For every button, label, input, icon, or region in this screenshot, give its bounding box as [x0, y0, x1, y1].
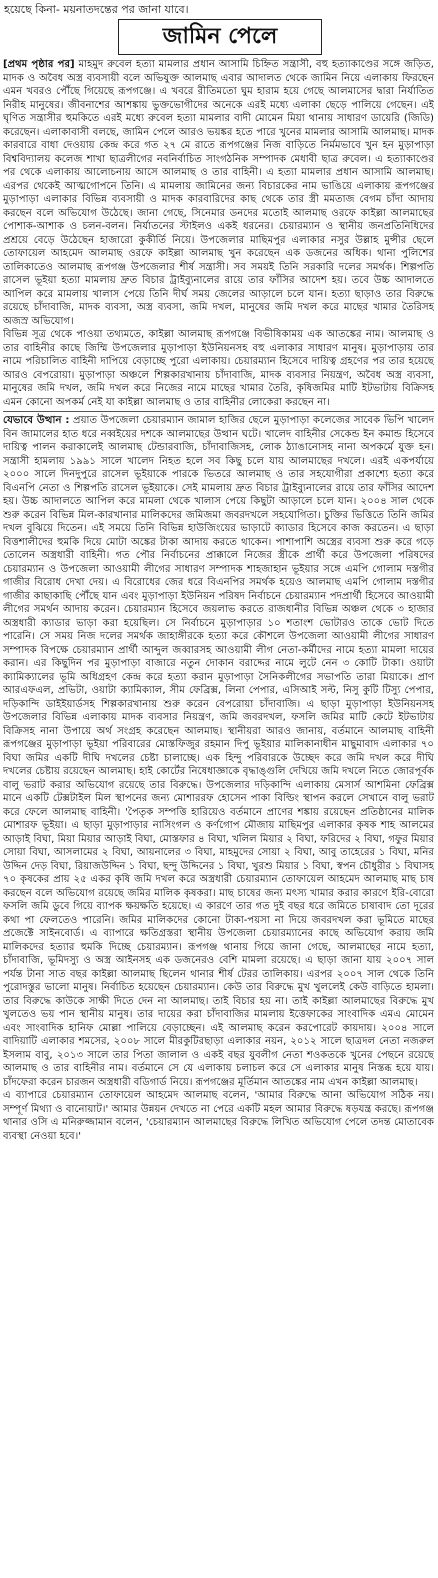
section-divider — [3, 411, 434, 412]
previous-article-tail: হয়েছে কিনা- ময়নাতদন্তের পর জানা যাবে। — [4, 3, 189, 16]
article-paragraph-2 — [3, 328, 434, 409]
article-body — [3, 58, 434, 1574]
paragraph-text: এ ব্যাপারে চেয়ারম্যান তোফায়েল আহমেদ আলমাছ বলেন, 'আমার বিরুদ্ধে আনা অভিযোগ সঠিক নয়। সম্পূর্ণ মিথ্যা ও বানোয়াট।' আমার উন্নয়ন দেখতে না পেরে একটি মহল আমার বিরুদ্ধে ষড়যন্ত্র করছে। রূপগঞ্জ থানার ওসি এ মনিরুজ্জামান বলেন, 'চেয়ারম্যান আলমাছের বিরুদ্ধে লিখিত অভিযোগ পেলে তদন্ত মোতাবেক ব্যবস্থা নেওয়া হবে।' — [3, 1090, 434, 1142]
paragraph-text: মাহমুদ রুবেল হত্যা মামলার প্রধান আসামি চিহ্নিত সন্ত্রাসী, বহু হত্যাকাণ্ডের সঙ্গে জড়িত, মাদক ও অবৈধ অস্ত্র ব্যবসায়ী বলে অভিযুক্ত আলমাছ এবার আদালত থেকে জামিন নিয়ে এলাকায় ফিরছেন এমন খবরও পৌঁছে গিয়েছে রূপগঞ্জে। এ খবরে রীতিমতো ঘুম হারাম হয়ে গেছে আলমাসের দ্বারা নির্যাতিত নিরীহ মানুষের। জীবনাশের আশঙ্কায় ভুক্তভোগীদের অনেকে এরই মধ্যে এলাকা ছেড়ে পালিয়ে গেছেন। এই ঘৃণিত সন্ত্রাসীর হুমকিতে এরই মধ্যে রুবেল হত্যা মামলার বাদী মোমেন মিয়া থানায় সাধারণ ডায়েরি (জিডি) করেছেন। এলাকাবাসী বলছে, জামিন পেলে আরও ভয়ঙ্কর হতে পারে খুনের মামলার আসামি আলমাছ। মাদক কারবারে বাধা দেওয়ায় কেন্দ্র করে গত ২৭ মে রাতে রূপগঞ্জের নিজ বাড়িতে নির্মমভাবে খুন হন মুড়াপাড়া বিশ্ববিদ্যালয় কলেজ শাখা ছাত্রলীগের নবনির্বাচিত সাংগঠনিক সম্পাদক মেধাবী ছাত্র রুবেল। এ হত্যাকাণ্ডের পর থেকে এলাকায় আলোচনায় আসে আলমাছ ও তার বাহিনী। এ হত্যা মামলার প্রধান আসামি আলমাছ। এরপর থেকেই আত্মগোপনে তিনি। এ মামলায় জামিনের জন্য বিচারকের নাম ভাঙিয়ে এলাকায় রূপগঞ্জের মুড়াপাড়া এলাকার বিভিন্ন ব্যবসায়ী ও মাদক কারবারিদের কাছ থেকে তার স্ত্রী মমতাজ বেগম চাঁদা আদায় করছেন বলে অভিযোগ উঠেছে। জানা গেছে, সিনেমার ডনদের মতোই আলমাছ ওরফে কাইল্লা আলমাছের পোশাক-আশাক ও চলন-বলন। নির্যাতনের স্টাইলও একই ধরনের। চেয়ারম্যান ও স্থানীয় জনপ্রতিনিধিদের প্রশ্রয়ে বেড়ে উঠেছেন হাজারো কুকীর্তি নিয়ে। উপজেলার মাছিমপুর এলাকার নসুর উল্লাহ মুন্সীর ছেলে তোফায়েল আহমেদ আলমাছ ওরফে কাইল্লা আলমাছ খুন করেছেন এক ডজনের অধিক। থানা পুলিশের তালিকাতেও আলমাছ রূপগঞ্জ উপজেলার শীর্ষ সন্ত্রাসী। সব সময়ই তিনি সরকারি দলের সমর্থক। শিল্পপতি রাসেল ভূইয়া হত্যা মামলায় দ্রুত বিচার ট্রাইব্যুনালের রায়ে তার ফাঁসির আদেশ হয়। তবে উচ্চ আদালতে আপিল করে মামলায় খালাস পেয়ে তিনি দীর্ঘ সময় জেলের আড়ালে চলে যান। হত্যা ছাড়াও তার বিরুদ্ধে রয়েছে চাঁদাবাজি, মাদক ব্যবসা, অস্ত্র ব্যবসা, জমি দখল, মানুষের জমি দখল করে মাছের খামার তৈরিসহ অজস্র অভিযোগ। — [3, 59, 434, 327]
paragraph-text: প্রয়াত উপজেলা চেয়ারম্যান জামাল হাজির ছেলে মুড়াপাড়া কলেজের সাবেক ভিপি খালেদ বিন জামালের হাত ধরে নব্বইয়ের দশকে আলমাছের উত্থান ঘটে। খালেদ বাহিনীর সেকেন্ড ইন কমান্ড হিসেবে দায়িত্ব পালন করাকালেই আলমাছ টেন্ডারবাজি, চাঁদাবাজিসহ, লোক ঠ্যাঙানোসহ নানা অপকর্মে যুক্ত হন। সন্ত্রাসী হামলায় ১৯৯১ সালে খালেদ নিহত হলে সব কিছু চলে যায় আলমাছের দখলে। এরই একপর্যায়ে ২০০০ সালে দিনদুপুরে রাসেল ভূইয়াকে পারকে ভিতরে আলমাছ ও তার সহযোগীরা প্রকাশ্যে হত্যা করে বিএনপি নেতা ও শিল্পপতি রাসেল ভূইয়াকে। সেই মামলায় দ্রুত বিচার ট্রাইব্যুনালের রায়ে তার ফাঁসির আদেশ হয়। উচ্চ আদালতে আপিল করে মামলা থেকে খালাস পেয়ে কিছুটা আড়ালে চলে যান। ২০০৪ সাল থেকে শুরু করেন বিভিন্ন মিল-কারখানার মালিকদের জমিজমা জবরদখলে সহযোগিতা। চুক্তির ভিত্তিতে তিনি জমির দখল বুঝিয়ে দিতেন। এই সময়ে তিনি বিভিন্ন হাউজিংয়ের ভাড়াটে ক্যাডার হিসেবে কাজ করতেন। এ ছাড়া বিত্তশালীদের হুমকি দিয়ে মোটা অঙ্কের টাকা আদায় করতে থাকেন। পাশাপাশি অস্ত্রের ব্যবসা শুরু করে গড়ে তোলেন অস্ত্রধারী বাহিনী। গত পৌর নির্বাচনের প্রাক্কালে নিজের স্ত্রীকে প্রার্থী করে উপজেলা পরিষদের চেয়ারম্যান ও উপজেলা আওয়ামী লীগের সাধারণ সম্পাদক শাহজাহান ভূইয়ার সঙ্গে এমপি গোলাম দস্তগীর গাজীর বিরোধ দেখা দেয়। এ বিরোধের জের ধরে বিএনপির সমর্থক হয়েও আলমাছ এমপি গোলাম দস্তগীর গাজীর কাছাকাছি পৌঁছে যান এবং মুড়াপাড়া ইউনিয়ন পরিষদ নির্বাচনে চেয়ারম্যান পদপ্রার্থী হিসেবে আওয়ামী লীগের সমর্থন আদায় করেন। চেয়ারম্যান হিসেবে জয়লাভ করতে রাজধানীর বিভিন্ন অঞ্চল থেকে ৩ হাজার অস্ত্রধারী ক্যাডার ভাড়া করা হয়েছিল। সে নির্বাচনে মুড়াপাড়ার ১০ শতাংশ ভোটারও তাকে ভোট দিতে পারেনি। সে সময় নিজ দলের সমর্থক জাহাঙ্গীরকে হত্যা করে কৌশলে উপজেলা আওয়ামী লীগের সাধারণ সম্পাদক বিপক্ষে চেয়ারম্যান প্রার্থী আব্দুল জব্বারসহ আওয়ামী লীগ নেতা-কর্মীদের নামে হত্যা মামলা দায়ের করান। এর কিছুদিন পর মুড়াপাড়া বাজারে নতুন দোকান বরাদ্দের নামে লুটে নেন ৩ কোটি টাকা। ওয়াটা ক্যামিক্যালের ভূমি অধিগ্রহণ কেন্দ্র করে হত্যা করান মুড়াপাড়া সৈনিকলীগের সভাপতি তারা মিয়াকে। প্রাণ আরএফএল, প্রভিটা, ওয়াটা ক্যামিক্যাল, সীম ফেব্রিক্স, লিনা পেপার, এসিআই সল্ট, নিসু কুটি টিস্যু পেপার, দড়িকান্দি ডাইইয়ার্ডসহ শিল্পকারখানায় শুরু করেন বেপরোয়া চাঁদাবাজি। এ ছাড়া মুড়াপাড়া ইউনিয়নসহ উপজেলার বিভিন্ন এলাকায় মাদক ব্যবসার নিয়ন্ত্রণ, জমি জবরদখল, ফসলি জমির মাটি কেটে ইটভাটায় বিক্রিসহ নানা উপায়ে অর্থ সংগ্রহ করেছেন আলমাছ। স্থানীয়রা আরও জানায়, বর্তমানে আলমাছ বাহিনী রূপগঞ্জের মুড়াপাড়া ভূইয়া পরিবারের মোস্তফিজুর রহমান দিপু ভূইয়ার মালিকানাধীন মাছুমাবাদ এলাকার ৭০ বিঘা জমির একটি দীঘি দখলের চেষ্টা চালাচ্ছে। এক হিন্দু পরিবারকে উচ্ছেদ করে জমি দখল করে দীঘি দখলের চেষ্টায় রয়েছেন আলমাছ। হাই কোর্টের নিষেধাজ্ঞাকে বৃদ্ধাঙ্গুলি দেখিয়ে জমি দখলে নিতে জোরপূর্বক বালু ভরাট করার অভিযোগ রয়েছে তার বিরুদ্ধে। উপজেলার দড়িকান্দি এলাকায় মেসার্স আশমিনা ফেব্রিক্স মানে একটি টেক্সটাইল মিল স্থাপনের জন্য মোশাররফ হোসেন পাকা বিল্ডিং স্থাপন করলে সেখানে বালু ভরাট করে ফেলে আলমাছ বাহিনী। 'পৈতৃক সম্পত্তি হারিয়েও বর্তমানে প্রাণের শঙ্কায় রয়েছেন প্রতিষ্ঠানের মালিক মোশারফ ভূইয়া। এ ছাড়া মুড়াপাড়ার নাসিংগল ও কর্ণগোপ মৌজায় মাছিমপুর এলাকার কৃষক শাহ আলমের আড়াই বিঘা, মিয়া মিয়ার আড়াই বিঘা, মোস্তফার ৪ বিঘা, খলিল মিয়ার ২ বিঘা, ফরিদের ২ বিঘা, গফুর মিয়ার সোয়া বিঘা, আসলামের ২ বিঘা, আয়নালের ৩ বিঘা, মাহমুদের সোয়া ২ বিঘা, আবু তাহেরের ১ বিঘা, মনির উদ্দিন দেড় বিঘা, রিয়াজউদ্দিন ১ বিঘা, ছন্দু উদ্দিনের ১ বিঘা, খুরশু মিয়ার ১ বিঘা, স্বপন চৌধুরীর ১ বিঘাসহ ৭০ কৃষকের প্রায় ২৫ একর কৃষি জমি দখল করে অস্ত্রধারী চেয়ারম্যান তোফায়েল আহমেদ আলমাছ মাছ চাষ করছেন বলে অভিযোগ রয়েছে জমির মালিক কৃষকরা। মাছ চাষের জন্য মৎস্য খামার করার কারণে ইরি-বোরো ফসলি জমি ডুবে গিয়ে ব্যাপক ক্ষয়ক্ষতি হয়েছে। এ কারণে তার গত দুই বছর ধরে জমিতে চাষাবাদ তো দূরের কথা পা ফেলতেও পারেনি। জমির মালিকদের কোনো টাকা-পয়সা না দিয়ে জবরদখল করা ভূমিতে মাছের প্রজেক্টে সাইনবোর্ড। এ ব্যাপারে ক্ষতিগ্রস্তরা স্থানীয় উপজেলা চেয়ারম্যানের কাছে অভিযোগ করায় জমি মালিকদের হত্যার হুমকি দিচ্ছে চেয়ারম্যান। রূপগঞ্জ থানায় গিয়ে জানা গেছে, আলমাছের নামে হত্যা, চাঁদাবাজি, ভূমিদস্যু ও অস্ত্র আইনসহ এক ডজনেরও বেশি মামলা রয়েছে। এ ছাড়া জানা যায় ২০০৭ সাল পর্যন্ত টানা সাত বছর কাইল্লা আলমাছ ছিলেন থানার শীর্ষ টেরর তালিকায়। এরপর ২০০৭ সাল থেকে তিনি পুরোদস্তুর ভালো মানুষ। নির্বাচিত হয়েছেন চেয়ারম্যান। কেউ তার বিরুদ্ধে মুখ খুললেই কেউ বাড়িতে হামলা। তার বিরুদ্ধে কাউকে সাক্ষী দিতে দেন না আলমাছ। তাই বিচার হয় না। তাই কাইল্লা আলমাছের বিরুদ্ধে মুখ খুলতেও ভয় পান স্থানীয় মানুষ। তার দায়ের করা চাঁদাবাজির মামলায় ইত্তেফাকের সাংবাদিক এমএ মোমেন এবং সাংবাদিক হানিফ মোল্লা পালিয়ে বেড়াচ্ছেন। এই আলমাছ করেন করপোরেট কায়দায়। ২০০৪ সালে বাদিয়াটি এলাকার শমসের, ২০০৮ সালে মীরকুটিরছাড়া এলাকার নয়ন, ২০১২ সালে ছাত্রদল নেতা নজরুল ইসলাম বাবু, ২০১৩ সালে তার পিতা জালাল ও একই বছর যুবলীগ নেতা শওকতকে খুনের পেছনে রয়েছে আলমাছ ও তার বাহিনীর নাম। বর্তমানে সে যে এলাকায় চলাচল করে সে এলাকার মানুষ নিস্তব্ধ হয়ে যায়। চাঁদফেরা করেন চারজন অস্ত্রধারী বডিগার্ড নিয়ে। রূপগঞ্জের মূর্তিমান আতঙ্কের নাম এখন কাইল্লা আলমাছ। — [3, 415, 434, 1088]
continuation-label: [প্রথম পৃষ্ঠার পর] — [3, 59, 75, 70]
headline: জামিন পেলে — [162, 22, 278, 49]
headline-box — [118, 19, 322, 55]
article-paragraph-4 — [3, 1089, 434, 1143]
article-paragraph-3 — [3, 414, 434, 1089]
article-paragraph-1 — [3, 58, 434, 328]
paragraph-text: বিভিন্ন সূত্র থেকে পাওয়া তথ্যমতে, কাইল্লা আলমাছ রূপগঞ্জে বিভীষিকাময় এক আতঙ্কের নাম। আলমাছ ও তার বাহিনীর কাছে জিম্মি উপজেলার মুড়াপাড়া ইউনিয়নসহ বহু এলাকার সাধারণ মানুষ। মুড়াপাড়ায় তার নামে পরিচালিত বাহিনী দাপিয়ে বেড়াচ্ছে পুরো এলাকায়। চেয়ারম্যান হিসেবে দায়িত্ব গ্রহণের পর তার হয়েছে আরও বেপরোয়া। মুড়াপাড়া অঞ্চলে শিল্পকারখানায় চাঁদাবাজি, মাদক ব্যবসার নিয়ন্ত্রণ, অবৈধ অস্ত্র ব্যবসা, মানুষের জমি দখল, জমি দখল করে নিজের নামে মাছের খামার তৈরি, কৃষিজমির মাটি ইটভাটায় বিক্রিসহ এমন কোনো অপকর্ম নেই যা কাইল্লা আলমাছ ও তার বাহিনীর লোকেরা করছেন না। — [3, 329, 434, 408]
subheading-label: যেভাবে উত্থান : — [3, 415, 70, 426]
